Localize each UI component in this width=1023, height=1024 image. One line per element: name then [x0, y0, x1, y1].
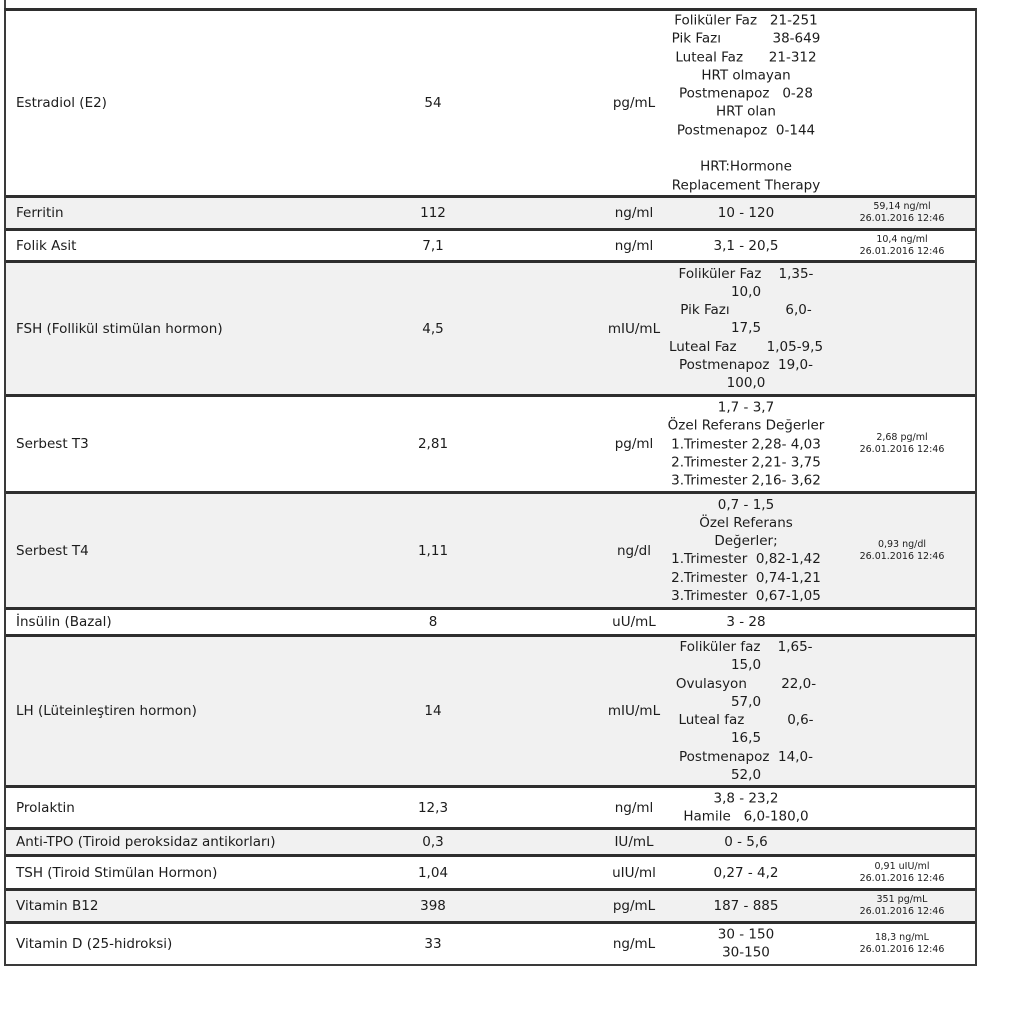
reference-line: 30-150: [722, 945, 770, 961]
reference-line: 3,8 - 23,2: [713, 790, 779, 807]
test-unit: ng/ml: [614, 799, 654, 816]
test-name: Prolaktin: [16, 799, 75, 816]
test-name: Ferritin: [16, 205, 64, 221]
test-name: Vitamin B12: [16, 898, 99, 914]
table-row: [6, 231, 975, 263]
table-row: [6, 788, 975, 830]
test-unit: mIU/mL: [607, 703, 661, 719]
test-name: Serbest T3: [16, 436, 89, 452]
previous-result: [842, 539, 962, 563]
reference-line: Özel Referans Değerler: [667, 417, 825, 434]
reference-line: 57,0: [730, 693, 762, 710]
test-name: Folik Asit: [16, 237, 77, 254]
reference-line: Luteal Faz 1,05-9,5: [668, 338, 824, 355]
lab-results-table: [4, 8, 977, 966]
test-unit: IU/mL: [614, 834, 654, 850]
reference-line: 52,0: [730, 766, 762, 783]
reference-line: 0 - 5,6: [724, 833, 768, 850]
test-unit: uIU/ml: [612, 864, 656, 881]
test-result-value: 1,04: [417, 864, 449, 881]
reference-line: Değerler;: [714, 533, 778, 550]
reference-line: 3.Trimester 2,16- 3,62: [671, 472, 821, 489]
test-result-value: 112: [420, 205, 446, 221]
reference-line: Özel Referans: [699, 514, 793, 531]
reference-line: 3 - 28: [726, 613, 766, 630]
test-name: Estradiol (E2): [16, 95, 107, 111]
reference-line: 15,0: [730, 657, 762, 674]
test-result-value: 33: [424, 936, 442, 952]
previous-value: 59,14 ng/ml: [873, 201, 931, 212]
table-row: [6, 637, 975, 788]
previous-value: 0,93 ng/dl: [877, 538, 927, 550]
reference-line: 1.Trimester 2,28- 4,03: [671, 435, 821, 452]
previous-date: 26.01.2016 12:46: [859, 906, 945, 917]
reference-line: Postmenapoz 14,0-: [679, 748, 813, 765]
reference-range: [656, 613, 836, 631]
test-name: TSH (Tiroid Stimülan Hormon): [16, 864, 218, 881]
reference-line: Luteal Faz 21-312: [675, 49, 817, 66]
previous-date: 26.01.2016 12:46: [859, 213, 945, 224]
reference-range: [656, 264, 836, 392]
test-result-value: 398: [420, 898, 446, 914]
reference-range: [656, 204, 836, 222]
test-unit: uU/mL: [612, 614, 656, 630]
reference-line: 2.Trimester 0,74-1,21: [671, 569, 821, 586]
reference-line: 3,1 - 20,5: [713, 237, 779, 254]
reference-line: Foliküler Faz 21-251: [674, 12, 818, 29]
table-row: [6, 494, 975, 610]
table-row: [6, 397, 975, 494]
table-row: [6, 11, 975, 198]
test-name: LH (Lüteinleştiren hormon): [16, 703, 197, 719]
test-name: Vitamin D (25-hidroksi): [16, 936, 173, 952]
test-result-value: 0,3: [422, 834, 444, 850]
test-unit: mIU/mL: [607, 320, 661, 337]
reference-line: 0,7 - 1,5: [717, 496, 775, 513]
test-result-value: 54: [424, 95, 442, 111]
test-unit: ng/ml: [614, 237, 654, 254]
previous-value: 2,68 pg/ml: [876, 432, 928, 443]
test-unit: pg/mL: [612, 95, 656, 111]
reference-line: HRT:Hormone: [700, 158, 792, 175]
previous-date: 26.01.2016 12:46: [859, 444, 945, 455]
reference-line: 1,7 - 3,7: [717, 399, 775, 416]
test-name: Anti-TPO (Tiroid peroksidaz antikorları): [16, 834, 276, 850]
reference-line: HRT olmayan: [701, 67, 791, 84]
test-unit: pg/ml: [614, 436, 654, 452]
reference-line: Pik Fazı 6,0-: [680, 302, 812, 319]
test-result-value: 2,81: [417, 436, 449, 452]
reference-line: HRT olan: [716, 104, 776, 120]
reference-line: 1.Trimester 0,82-1,42: [671, 551, 821, 568]
reference-line: Foliküler Faz 1,35-: [678, 265, 814, 282]
reference-line: Postmenapoz 0-144: [676, 122, 816, 139]
test-unit: ng/dl: [617, 542, 651, 559]
previous-value: 0,91 uIU/ml: [874, 860, 930, 872]
clipped-header-row: [4, 0, 978, 8]
previous-value: 10,4 ng/ml: [876, 233, 928, 245]
reference-line: Ovulasyon 22,0-: [675, 675, 817, 692]
previous-result: [842, 201, 962, 225]
previous-date: 26.01.2016 12:46: [859, 872, 945, 884]
table-row: [6, 857, 975, 891]
test-name: İnsülin (Bazal): [16, 614, 112, 630]
previous-date: 26.01.2016 12:46: [859, 944, 945, 955]
reference-line: 100,0: [726, 375, 766, 392]
test-unit: pg/mL: [612, 898, 656, 914]
table-row: [6, 610, 975, 637]
reference-line: 10 - 120: [717, 204, 775, 221]
table-row: [6, 263, 975, 397]
reference-line: 10,0: [730, 283, 762, 300]
reference-range: [656, 398, 836, 489]
reference-range: [656, 926, 836, 963]
reference-line: 3.Trimester 0,67-1,05: [671, 588, 821, 605]
reference-line: Pik Fazı 38-649: [671, 30, 821, 47]
reference-range: [656, 496, 836, 606]
reference-line: [656, 140, 836, 158]
test-unit: ng/mL: [612, 936, 656, 952]
reference-range: [656, 863, 836, 881]
test-result-value: 1,11: [417, 542, 449, 559]
reference-range: [656, 12, 836, 195]
test-unit: ng/ml: [614, 205, 654, 221]
previous-result: [842, 932, 962, 956]
reference-line: Postmenapoz 19,0-: [679, 356, 813, 373]
previous-value: 351 pg/mL: [876, 894, 928, 905]
previous-date: 26.01.2016 12:46: [859, 550, 945, 562]
previous-date: 26.01.2016 12:46: [859, 245, 945, 257]
reference-line: 2.Trimester 2,21- 3,75: [671, 454, 821, 471]
reference-line: Hamile 6,0-180,0: [683, 808, 809, 825]
table-row: [6, 198, 975, 231]
test-result-value: 8: [428, 614, 438, 630]
reference-line: 30 - 150: [717, 926, 775, 943]
previous-result: [842, 894, 962, 918]
previous-value: 18,3 ng/mL: [875, 932, 929, 943]
table-row: [6, 891, 975, 924]
reference-line: Postmenapoz 0-28: [679, 85, 813, 102]
reference-line: 187 - 885: [713, 897, 779, 914]
table-row: [6, 830, 975, 857]
reference-line: Luteal faz 0,6-: [678, 712, 814, 728]
test-result-value: 4,5: [422, 320, 444, 337]
reference-range: [656, 897, 836, 915]
previous-result: [842, 861, 962, 885]
reference-range: [656, 833, 836, 851]
reference-line: 16,5: [730, 730, 762, 747]
reference-line: 17,5: [730, 320, 762, 337]
test-name: Serbest T4: [16, 542, 89, 559]
table-row: [6, 924, 975, 964]
reference-range: [656, 638, 836, 784]
test-name: FSH (Follikül stimülan hormon): [16, 320, 223, 337]
reference-range: [656, 236, 836, 254]
reference-range: [656, 789, 836, 826]
test-result-value: 12,3: [417, 799, 449, 816]
reference-line: 0,27 - 4,2: [713, 864, 779, 881]
reference-line: Replacement Therapy: [671, 177, 821, 194]
previous-result: [842, 432, 962, 456]
test-result-value: 14: [424, 703, 442, 719]
previous-result: [842, 234, 962, 258]
reference-line: Foliküler faz 1,65-: [679, 638, 813, 655]
test-result-value: 7,1: [422, 237, 444, 254]
